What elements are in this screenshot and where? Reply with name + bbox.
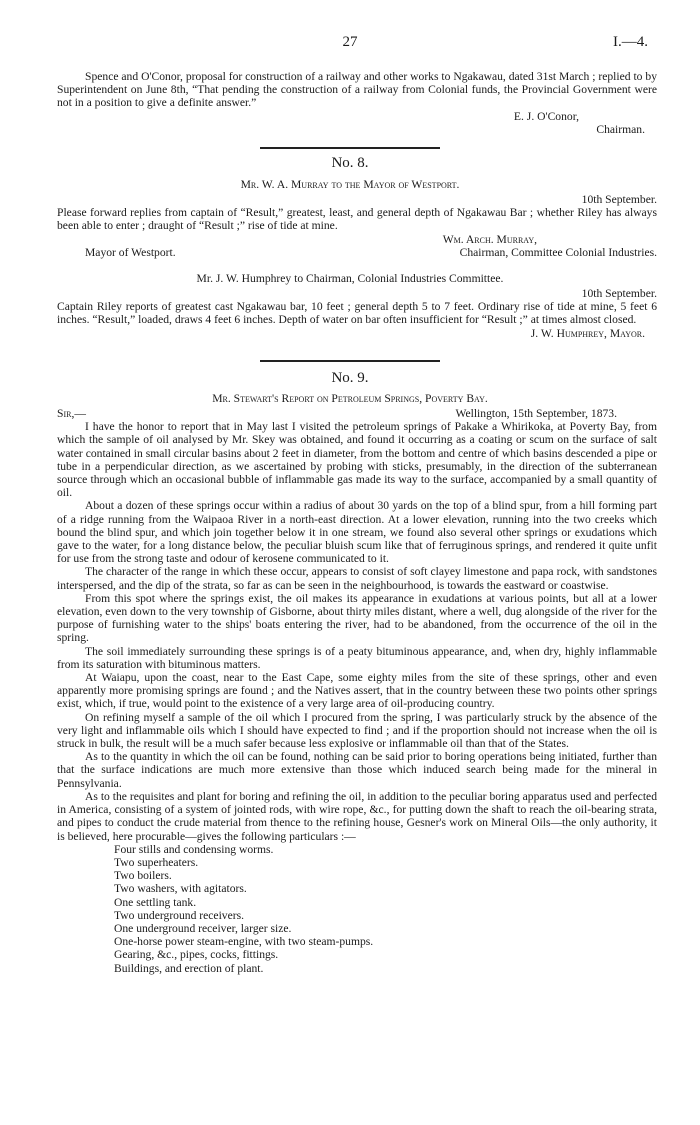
report-paragraph: I have the honor to report that in May last I visited the petroleum springs of Pakake a Whirikoka, at Poverty Bay, from which the sample of oil analysed by Mr. Skey was obtained, and found it occurring as a coating or scum on the surface of salt water contained in small circular basins about 2 feet in diameter, from the bottom and centre of which basins descended a pipe or tube in a perpendicular direction, as we ascertained by probing with sticks, presumably, in the direction of the subterranean source through which an occasional bubble of inflammable gas made its way to the surface, accompanied by a small quantity of oil.	[57, 420, 657, 500]
list-item: Two washers, with agitators.	[114, 882, 247, 896]
letter-date: 10th September.	[581, 287, 657, 300]
signature: E. J. O'Conor,	[513, 109, 579, 123]
list-item: Gearing, &c., pipes, cocks, fittings.	[114, 948, 279, 962]
signature-title: Chairman.	[596, 122, 645, 136]
report-paragraph: The character of the range in which these occur, appears to consist of soft clayey limestone and papa rock, with sandstones interspersed, and the dip of the strata, so far as can be seen in the neighbourhood, is towards the eastward or coastwise.	[57, 565, 657, 592]
letter-body: Captain Riley reports of greatest cast Ngakawau bar, 10 feet ; general depth 5 to 7 feet. Ordinary rise of tide at mine, 5 feet 6 inches. “Result,” loaded, draws 4 feet 6 inches. Depth of water on bar often insufficient for “Result ;” at times almost closed.	[57, 300, 657, 327]
sender-title: Chairman, Committee Colonial Industries.	[459, 245, 657, 259]
letter-signature: Wm. Arch. Murray,	[442, 232, 537, 246]
page-number: 27	[342, 34, 358, 50]
report-paragraph: The soil immediately surrounding these springs is of a peaty bituminous appearance, and, when dry, highly inflammable from its saturation with bituminous matters.	[57, 644, 657, 671]
letter-body: Please forward replies from captain of “Result,” greatest, least, and general depth of Ngakawau Bar ; whether Riley has always been able to enter ; draught of “Result ;” rise of tide at mine.	[57, 206, 657, 233]
section-subtitle-no8b: Mr. J. W. Humphrey to Chairman, Colonial Industries Committee.	[196, 272, 504, 285]
section-rule	[260, 360, 440, 362]
section-heading-no9: No. 9.	[331, 370, 369, 386]
report-paragraph: On refining myself a sample of the oil which I procured from the spring, I was particularly struck by the absence of the very light and inflammable oils which I should have expected to find ; and if the proportion should not increase when the oil is struck in bulk, the result will be a much safer because less explosive or inflammable oil than that of the States.	[57, 710, 657, 751]
list-item: One-horse power steam-engine, with two steam-pumps.	[114, 935, 374, 949]
document-code: I.—4.	[613, 34, 648, 50]
top-continuation	[57, 70, 657, 136]
report-date: Wellington, 15th September, 1873.	[455, 407, 617, 420]
section-rule	[260, 147, 440, 149]
letter-no8b	[57, 287, 657, 340]
letter-signature: J. W. Humphrey, Mayor.	[530, 326, 645, 340]
report-paragraph: From this spot where the springs exist, the oil makes its appearance in exudations at various points, but all at a lower elevation, even down to the very township of Gisborne, about thirty miles distant, where a well, dug alongside of the river for the purpose of furnishing water to the ships' boats entering the river, had to be abandoned, from the occurrence of the oil in the spring.	[57, 591, 657, 645]
section-heading-no8: No. 8.	[331, 155, 369, 171]
report-paragraph: As to the requisites and plant for boring and refining the oil, in addition to the peculiar boring apparatus used and perfected in America, consisting of a system of jointed rods, with wire rope, &c., for putting down the shaft to reach the oil-bearing strata, and pipes to conduct the crude material from thence to the refining house, Gesner's work on Mineral Oils—the only authority, it is believed, here procurable—gives the following particulars :—	[57, 789, 657, 843]
letter-no8	[57, 193, 657, 259]
list-item: Two boilers.	[114, 869, 172, 883]
plant-list	[57, 843, 657, 975]
report-paragraph: At Waiapu, upon the coast, near to the East Cape, some eighty miles from the site of these springs, other and even apparently more promising springs are found ; and the Natives assert, that in the country between these two points other springs exist, which, if true, would point to the existence of a very large area of oil-producing country.	[57, 671, 657, 711]
list-item: Buildings, and erection of plant.	[114, 961, 264, 975]
list-item: One underground receiver, larger size.	[114, 921, 292, 935]
list-item: One settling tank.	[114, 895, 197, 909]
list-item: Two underground receivers.	[114, 908, 245, 922]
list-item: Two superheaters.	[114, 855, 199, 869]
report-paragraph: As to the quantity in which the oil can be found, nothing can be said prior to boring operations being initiated, further than that the surface indications are much more extensive than those which induced search being made for the mineral in Pennsylvania.	[57, 750, 657, 790]
report-paragraph: About a dozen of these springs occur within a radius of about 30 yards on the top of a blind spur, from a hill forming part of a ridge running from the Waipaoa River in a north-east direction. At a lower elevation, running into the two creeks which bound the blind spur, and which join together below it in one stream, we found also several other springs or exudations which gave to the water, for a long distance below, the peculiar bluish scum like that of ferruginous springs, and rendered it quite unfit for use from the strong taste and odour of kerosene communicated to it.	[57, 499, 657, 566]
salutation: Sir,—	[57, 407, 86, 420]
continuation-paragraph: Spence and O'Conor, proposal for construction of a railway and other works to Ngakawau, dated 31st March ; replied to by Superintendent on June 8th, “That pending the construction of a railway from Colonial funds, the Provincial Government were not in a position to give a definite answer.”	[57, 70, 657, 110]
list-item: Four stills and condensing worms.	[114, 842, 274, 856]
report-no9	[57, 407, 657, 975]
recipient: Mayor of Westport.	[85, 245, 176, 259]
section-subtitle-no9: Mr. Stewart's Report on Petroleum Springs, Poverty Bay.	[212, 392, 488, 405]
section-subtitle-no8: Mr. W. A. Murray to the Mayor of Westport.	[240, 178, 460, 191]
letter-date: 10th September.	[581, 193, 657, 206]
